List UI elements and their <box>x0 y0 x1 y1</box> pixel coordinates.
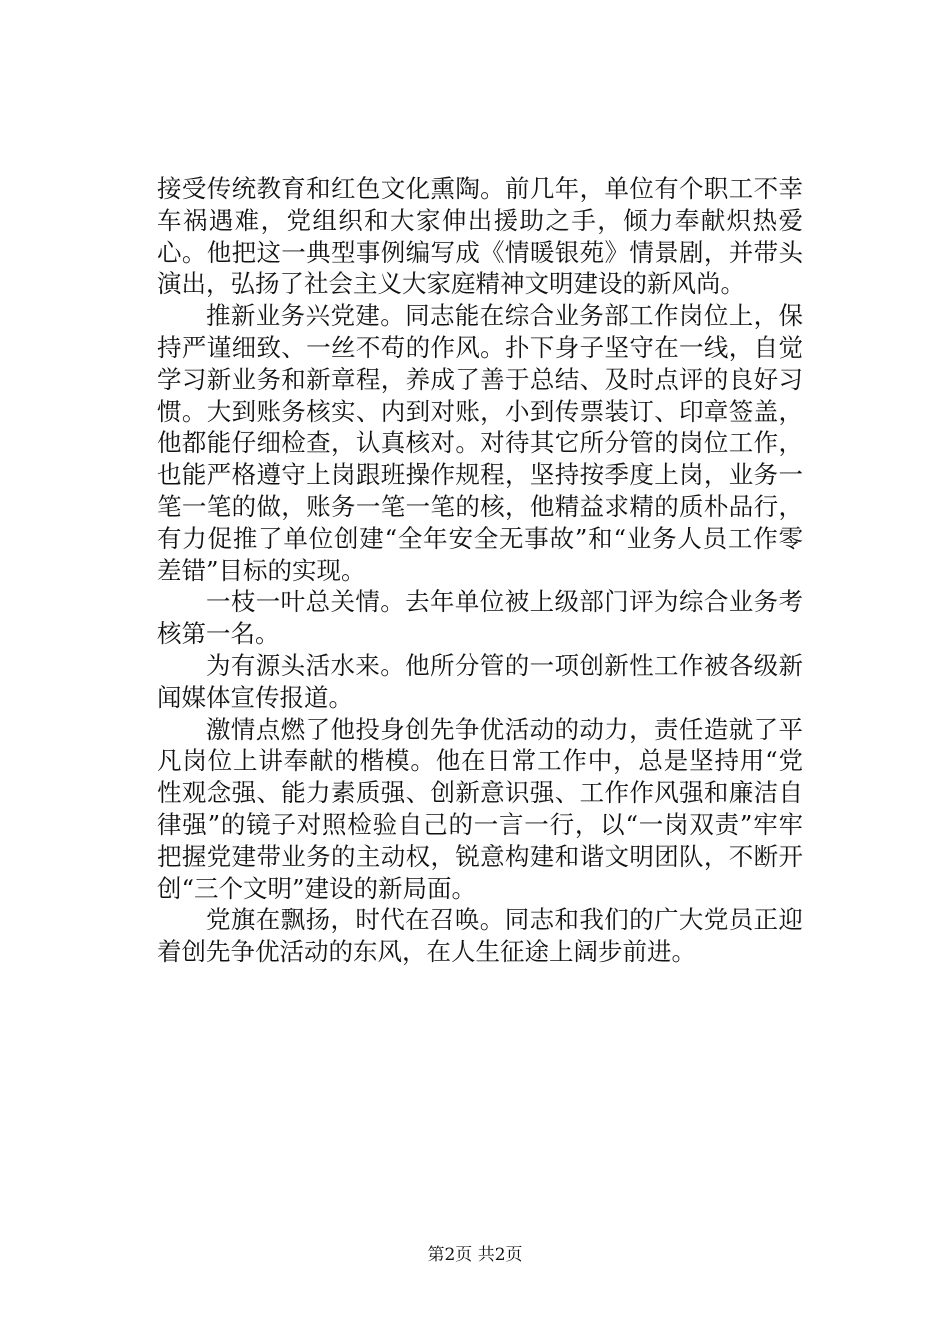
paragraph-3: 一枝一叶总关情。去年单位被上级部门评为综合业务考核第一名。 <box>157 587 803 649</box>
paragraph-2: 推新业务兴党建。同志能在综合业务部工作岗位上，保持严谨细致、一丝不苟的作风。扑下身子坚守在一线，自觉学习新业务和新章程，养成了善于总结、及时点评的良好习惯。大到账务核实、内到对账，小到传票装订、印章签盖，他都能仔细检查，认真核对。对待其它所分管的岗位工作，也能严格遵守上岗跟班操作规程，坚持按季度上岗，业务一笔一笔的做，账务一笔一笔的核，他精益求精的质朴品行，有力促推了单位创建“全年安全无事故”和“业务人员工作零差错”目标的实现。 <box>157 301 803 585</box>
paragraph-4: 为有源头活水来。他所分管的一项创新性工作被各级新闻媒体宣传报道。 <box>157 650 803 712</box>
page-number-footer: 第2页 共2页 <box>427 1245 523 1265</box>
paragraph-1: 接受传统教育和红色文化熏陶。前几年，单位有个职工不幸车祸遇难，党组织和大家伸出援助之手，倾力奉献炽热爱心。他把这一典型事例编写成《情暖银苑》情景剧，并带头演出，弘扬了社会主义大家庭精神文明建设的新风尚。 <box>157 174 803 299</box>
paragraph-6: 党旗在飘扬，时代在召唤。同志和我们的广大党员正迎着创先争优活动的东风，在人生征途上阔步前进。 <box>157 905 803 967</box>
document-body <box>157 173 803 968</box>
paragraph-5: 激情点燃了他投身创先争优活动的动力，责任造就了平凡岗位上讲奉献的楷模。他在日常工作中，总是坚持用“党性观念强、能力素质强、创新意识强、工作作风强和廉洁自律强”的镜子对照检验自己的一言一行，以“一岗双责”牢牢把握党建带业务的主动权，锐意构建和谐文明团队，不断开创“三个文明”建设的新局面。 <box>157 714 803 903</box>
